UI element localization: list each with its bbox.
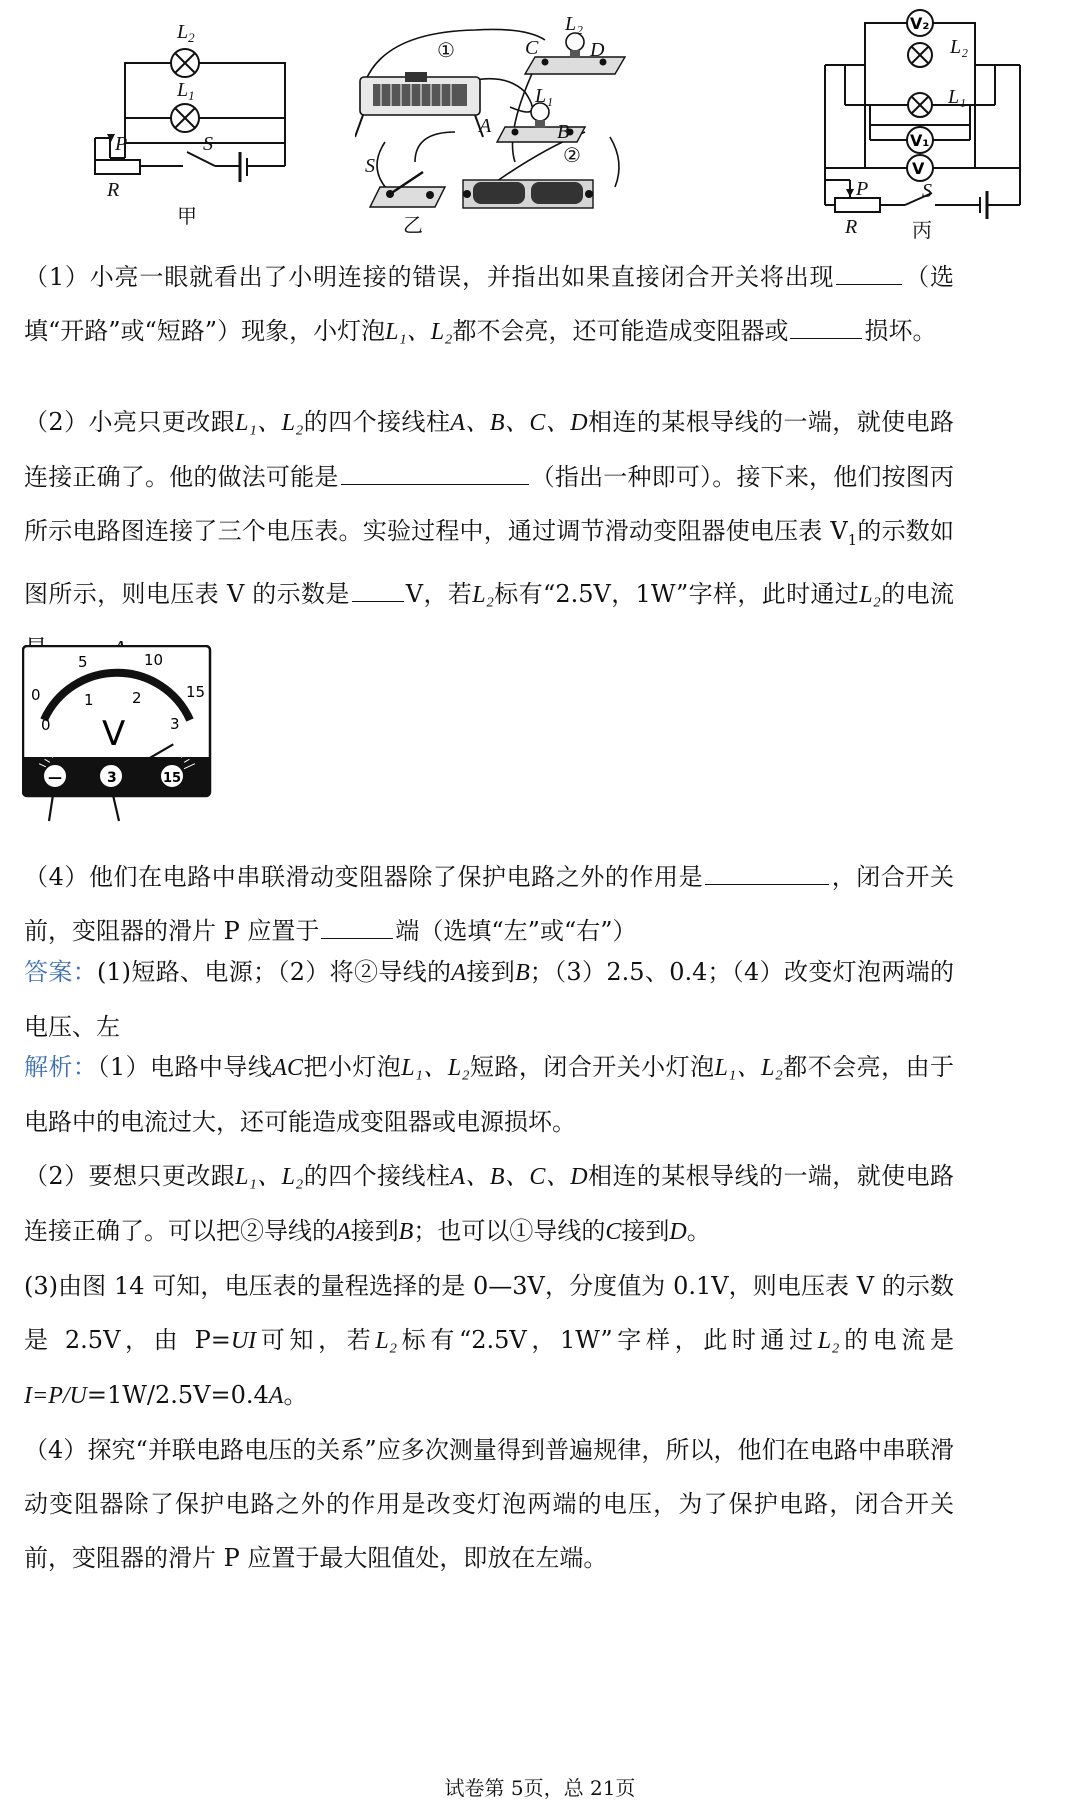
- circuit-diagram-bing: [820, 5, 1040, 245]
- svg-text:C: C: [525, 37, 539, 59]
- switch-icon: [370, 172, 445, 207]
- blank-q4-2[interactable]: [321, 910, 393, 939]
- scale-top-15: 15: [186, 683, 206, 701]
- caption-jia: 甲: [177, 204, 197, 228]
- blank-q1-1[interactable]: [836, 256, 902, 285]
- caption-bing: 丙: [912, 218, 932, 242]
- svg-text:P: P: [115, 133, 128, 155]
- question-2: （2）小亮只更改跟L₁、L₂的四个接线柱A、B、C、D相连的某根导线的一端，就使电路连接正确了。他的做法可能是 （指出一种即可）。接下来，他们按图丙所示电路图连接了三个电压表。实验过程中，通过调节滑动变阻器使电压表 $V_1$的示数如图所示，则电压表 V 的示数是 V，若L₂标有“2.5V，1W”字样，此时通过L₂的电流: [24, 395, 954, 677]
- battery-icon: [463, 180, 593, 208]
- svg-text:15: 15: [163, 771, 182, 786]
- svg-text:V: V: [912, 159, 925, 178]
- answer-label: 答案: [24, 958, 73, 986]
- svg-text:S: S: [365, 155, 375, 177]
- scale-top-10: 10: [144, 651, 164, 669]
- lamp-l1-icon: [125, 104, 285, 132]
- svg-text:L₁: L₁: [948, 86, 967, 108]
- blank-q4-1[interactable]: [705, 856, 829, 885]
- question-1: （1）小亮一眼就看出了小明连接的错误，并指出如果直接闭合开关将出现 （选填“开路”或“短路”）现象，小灯泡L₁、L₂都不会亮，还可能造成变阻器或 损坏。: [24, 250, 954, 359]
- voltmeter-v-icon: [907, 155, 933, 181]
- svg-text:L2: $L_2$: [177, 21, 195, 45]
- scale-top-5: 5: [78, 653, 88, 671]
- svg-text:V₁: V₁: [910, 131, 930, 150]
- svg-text:L₂: L₂: [565, 13, 584, 35]
- svg-text:②: ②: [563, 143, 581, 167]
- voltmeter-v2-icon: [907, 10, 933, 36]
- scale-top-0: 0: [31, 686, 41, 704]
- scale-bottom-1: 1: [84, 691, 94, 709]
- answer-section: 答案：(1)短路、电源；（2）将②导线的A接到B；（3）2.5、0.4；（4）改变灯泡两端的电压、左: [24, 958, 955, 1041]
- lamp-board-l1-icon: [497, 103, 585, 142]
- svg-text:B: B: [557, 121, 570, 143]
- blank-q1-2[interactable]: [790, 310, 862, 339]
- svg-text:3: 3: [107, 770, 117, 786]
- voltmeter-v1-icon: [907, 127, 933, 153]
- scale-bottom-0: 0: [41, 716, 51, 734]
- analysis-section: 解析：（1）电路中导线AC把小灯泡L₁、L₂短路，闭合开关小灯泡L₁、L₂都不会亮，由于电路中的电流过大，还可能造成变阻器或电源损坏。 （2）要想只更改跟L₁、L₂的四个接线柱A、B、C、D相连的某根导线的一端，就使电路连接正确了。可以把②导线的A接到B；也可以①导线的C接到D。 (3)由图 14 可知，电压表的量程选择的是 0—3V，分度值为 0.1V，则电压表 V 的示数是 2.5V，由 P=UI可知，若L₂标有“2.5V，1W”字样，此时通过L₂的电流是I=P/U=1W/2.5V=0.4A。 （4）探究“并联电路电压的关系”应多次测量得到普遍规律，所以，他们在电路中串联滑动变阻器除了保护电路之外的作用是改变灯泡两端的电压，为了保护电路，闭合开关前，变阻器的滑片 P 应置于最大阻值处，即放在左端。: [24, 1053, 955, 1572]
- lamp-board-l2-icon: [525, 33, 625, 74]
- circuit-photo-yi: [355, 12, 675, 237]
- voltmeter-dial: [22, 645, 217, 825]
- lamp-l2-icon: [171, 49, 199, 77]
- svg-text:L1: $L_1$: [177, 79, 195, 103]
- circuit-diagram-jia: [85, 18, 315, 228]
- terminal-3-icon: [99, 764, 123, 788]
- svg-text:L₂: L₂: [950, 36, 969, 58]
- scale-bottom-2: 2: [132, 689, 142, 707]
- svg-text:①: ①: [437, 38, 455, 62]
- svg-text:R: R: [845, 216, 858, 238]
- svg-text:L₁: L₁: [535, 85, 554, 107]
- terminal-negative-icon: [43, 764, 67, 788]
- svg-text:R: R: [107, 179, 120, 201]
- svg-text:S: S: [922, 180, 932, 202]
- svg-text:—: —: [48, 770, 62, 786]
- rheostat-icon: [355, 72, 483, 137]
- analysis-label: 解析: [24, 1053, 73, 1081]
- caption-yi: 乙: [403, 213, 423, 237]
- svg-text:D: D: [590, 39, 605, 61]
- page-footer: 试卷第 5页，总 21页: [444, 1776, 636, 1800]
- terminal-15-icon: [160, 764, 184, 788]
- scale-bottom-3: 3: [170, 715, 180, 733]
- blank-q2-1[interactable]: [341, 456, 529, 485]
- question-4: （4）他们在电路中串联滑动变阻器除了保护电路之外的作用是 ，闭合开关前，变阻器的滑片 P 应置于 端（选填“左”或“右”）: [24, 850, 954, 958]
- svg-text:P: P: [856, 178, 869, 200]
- svg-text:V₂: V₂: [910, 14, 930, 33]
- svg-text:A: A: [479, 115, 492, 137]
- lamp-l2-icon: [908, 43, 932, 67]
- blank-q2-2[interactable]: [352, 573, 404, 602]
- unit-label: V: [102, 714, 126, 754]
- svg-text:S: S: [203, 133, 213, 155]
- lamp-l1-icon: [908, 93, 932, 117]
